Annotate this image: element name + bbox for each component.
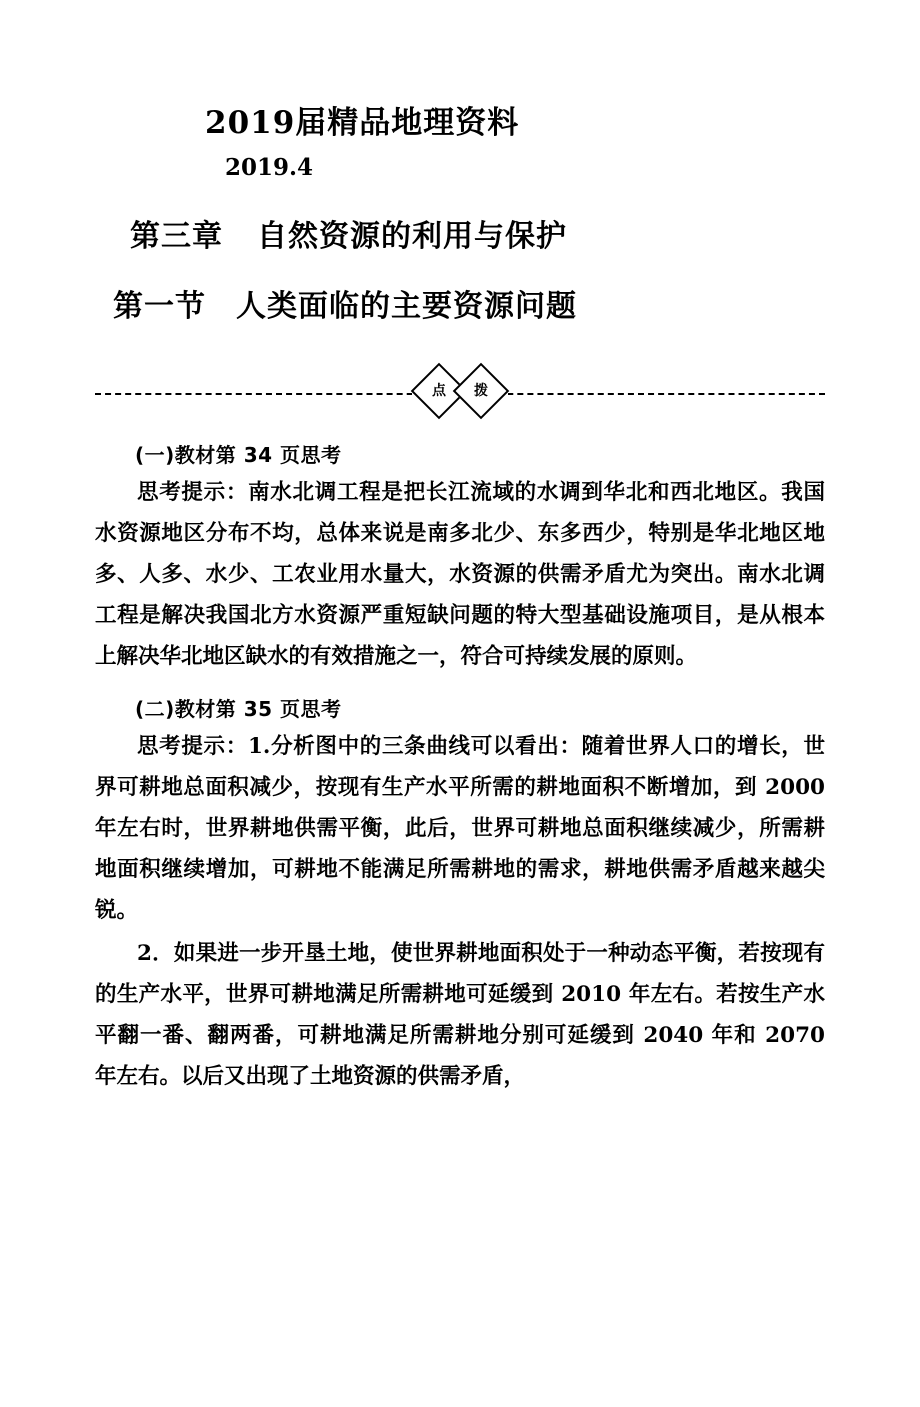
decorative-divider (95, 371, 825, 415)
paragraph-part-one (95, 472, 825, 677)
subsection-heading-two: (二)教材第 35 页思考 (135, 697, 342, 722)
chapter-name: 自然资源的利用与保护 (257, 219, 567, 255)
document-header-title: 2019届精品地理资料 (205, 105, 520, 141)
paragraph-text-one: 南水北调工程是把长江流域的水调到华北和西北地区。我国水资源地区分布不均，总体来说是南多北少、东多西少，特别是华北地区地多、人多、水少、工农业用水量大，水资源的供需矛盾尤为突出。南水北调工程是解决我国北方水资源严重短缺问题的特大型基础设施项目，是从根本上解决华北地区缺水的有效措施之一，符合可持续发展的原则。 (95, 480, 825, 670)
document-body (95, 439, 825, 1097)
divider-badge-right-text: 拨 (474, 383, 488, 400)
subsection-heading-one: (一)教材第 34 页思考 (135, 443, 342, 468)
divider-badge-left-text: 点 (432, 383, 446, 400)
paragraph-part-two-item2: 2．如果进一步开垦土地，使世界耕地面积处于一种动态平衡，若按现有的生产水平，世界可耕地满足所需耕地可延缓到 2010 年左右。若按生产水平翻一番、翻两番，可耕地满足所需耕地分别可延缓到 2040 年和 2070 年左右。以后又出现了土地资源的供需矛盾， (95, 941, 825, 1090)
chapter-label: 第三章 (130, 219, 223, 255)
paragraph-text-two: 1.分析图中的三条曲线可以看出：随着世界人口的增长，世界可耕地总面积减少，按现有生产水平所需的耕地面积不断增加，到 2000 年左右时，世界耕地供需平衡，此后，世界可耕地总面积继续减少，所需耕地面积继续增加，可耕地不能满足所需耕地的需求，耕地供需矛盾越来越尖锐。 (95, 734, 825, 924)
document-page (0, 105, 920, 1407)
section-name: 人类面临的主要资源问题 (236, 289, 577, 325)
section-title (95, 281, 825, 325)
diamond-icon-right (453, 363, 510, 420)
section-label: 第一节 (113, 289, 206, 325)
chapter-title (95, 211, 825, 255)
divider-badge (412, 371, 508, 411)
paragraph-lead-one: 思考提示： (137, 480, 249, 506)
paragraph-lead-two: 思考提示： (137, 734, 248, 760)
document-header-date: 2019.4 (225, 154, 314, 182)
paragraph-part-two (95, 726, 825, 931)
